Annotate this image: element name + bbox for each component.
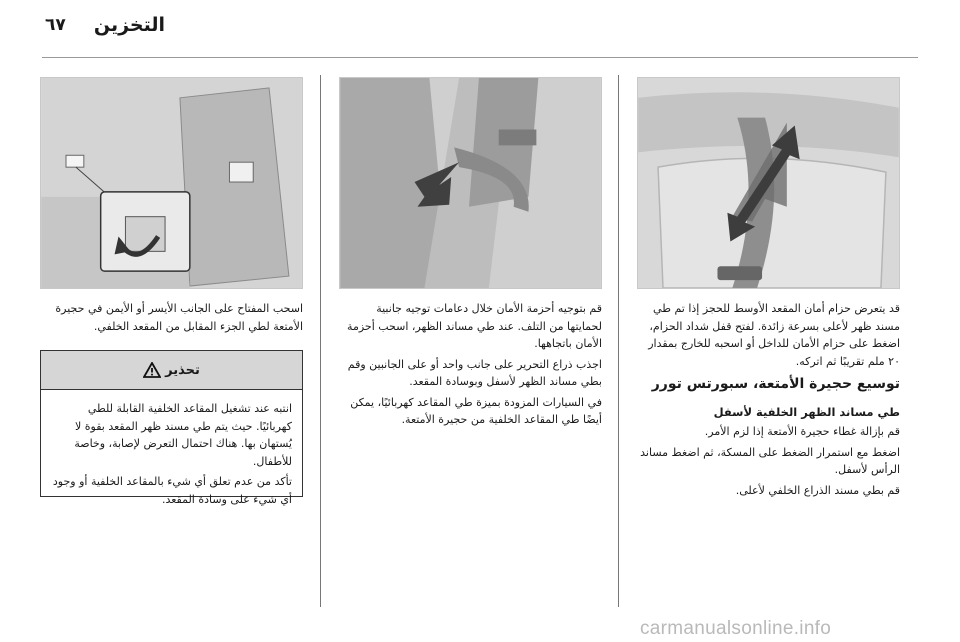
column-divider-right (618, 75, 619, 607)
middle-column-text (339, 300, 602, 432)
step-item: قم بإزالة غطاء حجيرة الأمتعة إذا لزم الأمر. (704, 425, 900, 438)
left-column-text (40, 300, 303, 338)
section-heading: توسيع حجيرة الأمتعة، سبورتس تورر (651, 376, 900, 392)
warning-box (40, 350, 303, 506)
watermark: carmanualsonline.info (640, 618, 832, 639)
figure-seatbelt-tension (637, 77, 900, 289)
warning-paragraph: انتبه عند تشغيل المقاعد الخلفية القابلة للطي كهربائيًا. حيث يتم طي مسند ظهر المقعد بقوة لا يُستهان بها. هناك احتمال التعرض لإصابة، وخاصة للأطفال. (74, 402, 292, 468)
belt-guide-illustration (340, 78, 601, 288)
body-paragraph: اسحب المفتاح على الجانب الأيسر أو الأيمن في حجيرة الأمتعة لطي الجزء المقابل من المقعد الخلفي. (55, 302, 303, 333)
intro-paragraph: قد يتعرض حزام أمان المقعد الأوسط للحجز إذا تم طي مسند ظهر لأعلى بسرعة زائدة. لفتح قفل شداد الحزام، اضغط على حزام الأمان للداخل أو اسحبه للخارج بمقدار ٢٠ ملم تقريبًا ثم اتركه. (648, 302, 900, 368)
step-item: اضغط مع استمرار الضغط على المسكة، ثم اضغط مساند الرأس لأسفل. (640, 445, 900, 476)
seatbelt-illustration (638, 78, 899, 288)
warning-body (41, 390, 302, 508)
body-paragraph: قم بتوجيه أحزمة الأمان خلال دعامات توجيه جانبية لحمايتها من التلف. عند طي مساند الظهر، اسحب أحزمة الأمان باتجاهها. (347, 302, 602, 350)
column-divider-left (320, 75, 321, 607)
header-divider (42, 57, 918, 58)
warning-triangle-icon (143, 362, 161, 378)
page-number: ٦٧ (45, 15, 66, 35)
warning-title: تحذير (165, 362, 200, 378)
figure-trunk-switch (40, 77, 303, 289)
step-item: قم بطي مسند الذراع الخلفي لأعلى. (735, 483, 900, 497)
warning-paragraph: تأكد من عدم تعلق أي شيء بالمقاعد الخلفية أو وجود أي شيء على وسادة المقعد. (52, 475, 292, 506)
section-subheading: طي مساند الظهر الخلفية لأسفل (713, 404, 900, 419)
body-paragraph: اجذب ذراع التحرير على جانب واحد أو على الجانبين وقم بطي مساند الظهر لأسفل وبوسادة المقعد. (347, 357, 602, 388)
trunk-switch-illustration (41, 78, 302, 288)
body-paragraph: في السيارات المزودة بميزة طي المقاعد كهربائيًا، يمكن أيضًا طي المقاعد الخلفية من حجيرة الأمتعة. (350, 395, 602, 426)
warning-header (41, 351, 302, 390)
page-title: التخزين (93, 14, 165, 36)
figure-belt-guide (339, 77, 602, 289)
right-column-text (637, 300, 900, 502)
